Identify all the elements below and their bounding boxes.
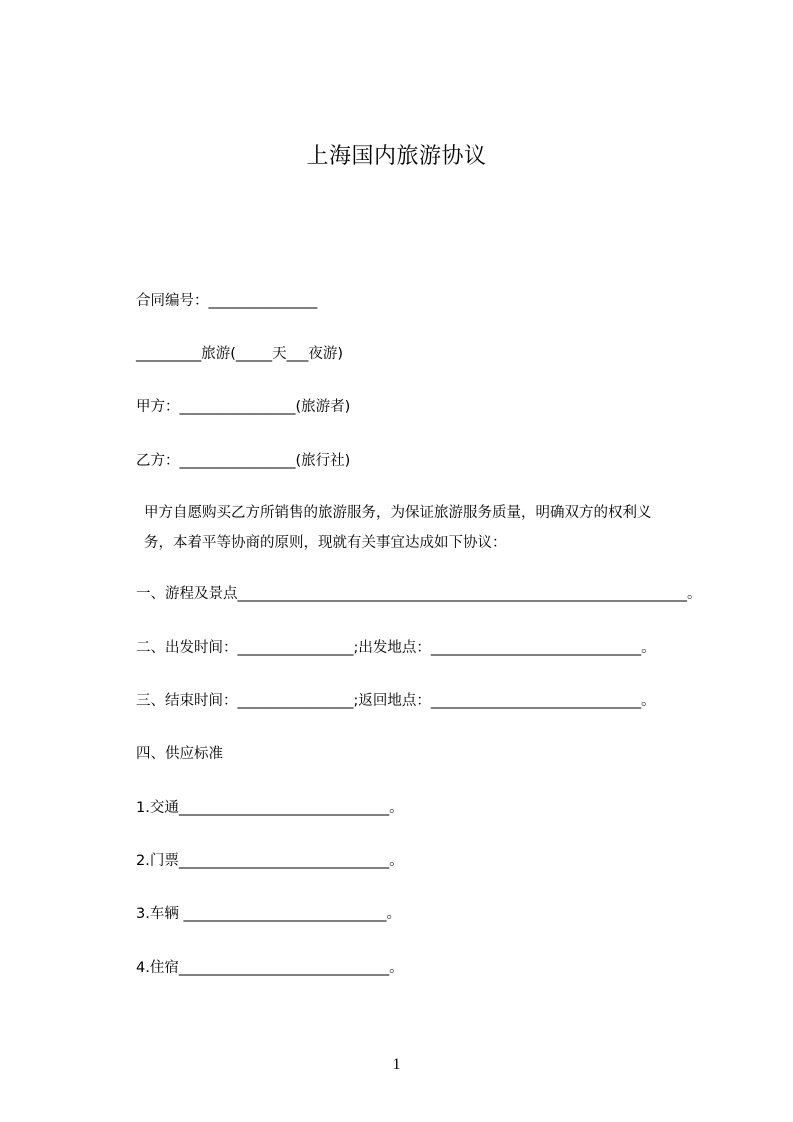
page-number: 1: [392, 1056, 401, 1073]
party-a-field: 甲方：________________(旅游者): [136, 399, 351, 415]
clause-departure: 二、出发时间：________________;出发地点：_____________________________。: [136, 640, 656, 656]
document-title: 上海国内旅游协议: [306, 144, 487, 169]
party-b-field: 乙方：________________(旅行社): [136, 453, 351, 469]
clause-itinerary: 一、游程及景点______________________________________________________________。: [136, 586, 702, 602]
supply-item-accommodation: 4.住宿_____________________________。: [136, 960, 404, 976]
supply-item-tickets: 2.门票_____________________________。: [136, 853, 404, 869]
intro-line-1: 甲方自愿购买乙方所销售的旅游服务，为保证旅游服务质量，明确双方的权利义: [144, 505, 652, 521]
contract-number-field: 合同编号：_______________: [136, 293, 318, 309]
supply-item-transport: 1.交通_____________________________。: [136, 800, 404, 816]
intro-paragraph: [140, 498, 696, 558]
clause-ending: 三、结束时间：________________;返回地点：_____________________________。: [136, 693, 656, 709]
supply-item-vehicle: 3.车辆 ____________________________。: [136, 906, 401, 922]
clause-supply-standard: 四、供应标准: [136, 746, 223, 762]
tour-days-field: _________旅游(_____天___夜游): [136, 346, 344, 362]
intro-line-2: 务，本着平等协商的原则，现就有关事宜达成如下协议：: [144, 535, 507, 551]
